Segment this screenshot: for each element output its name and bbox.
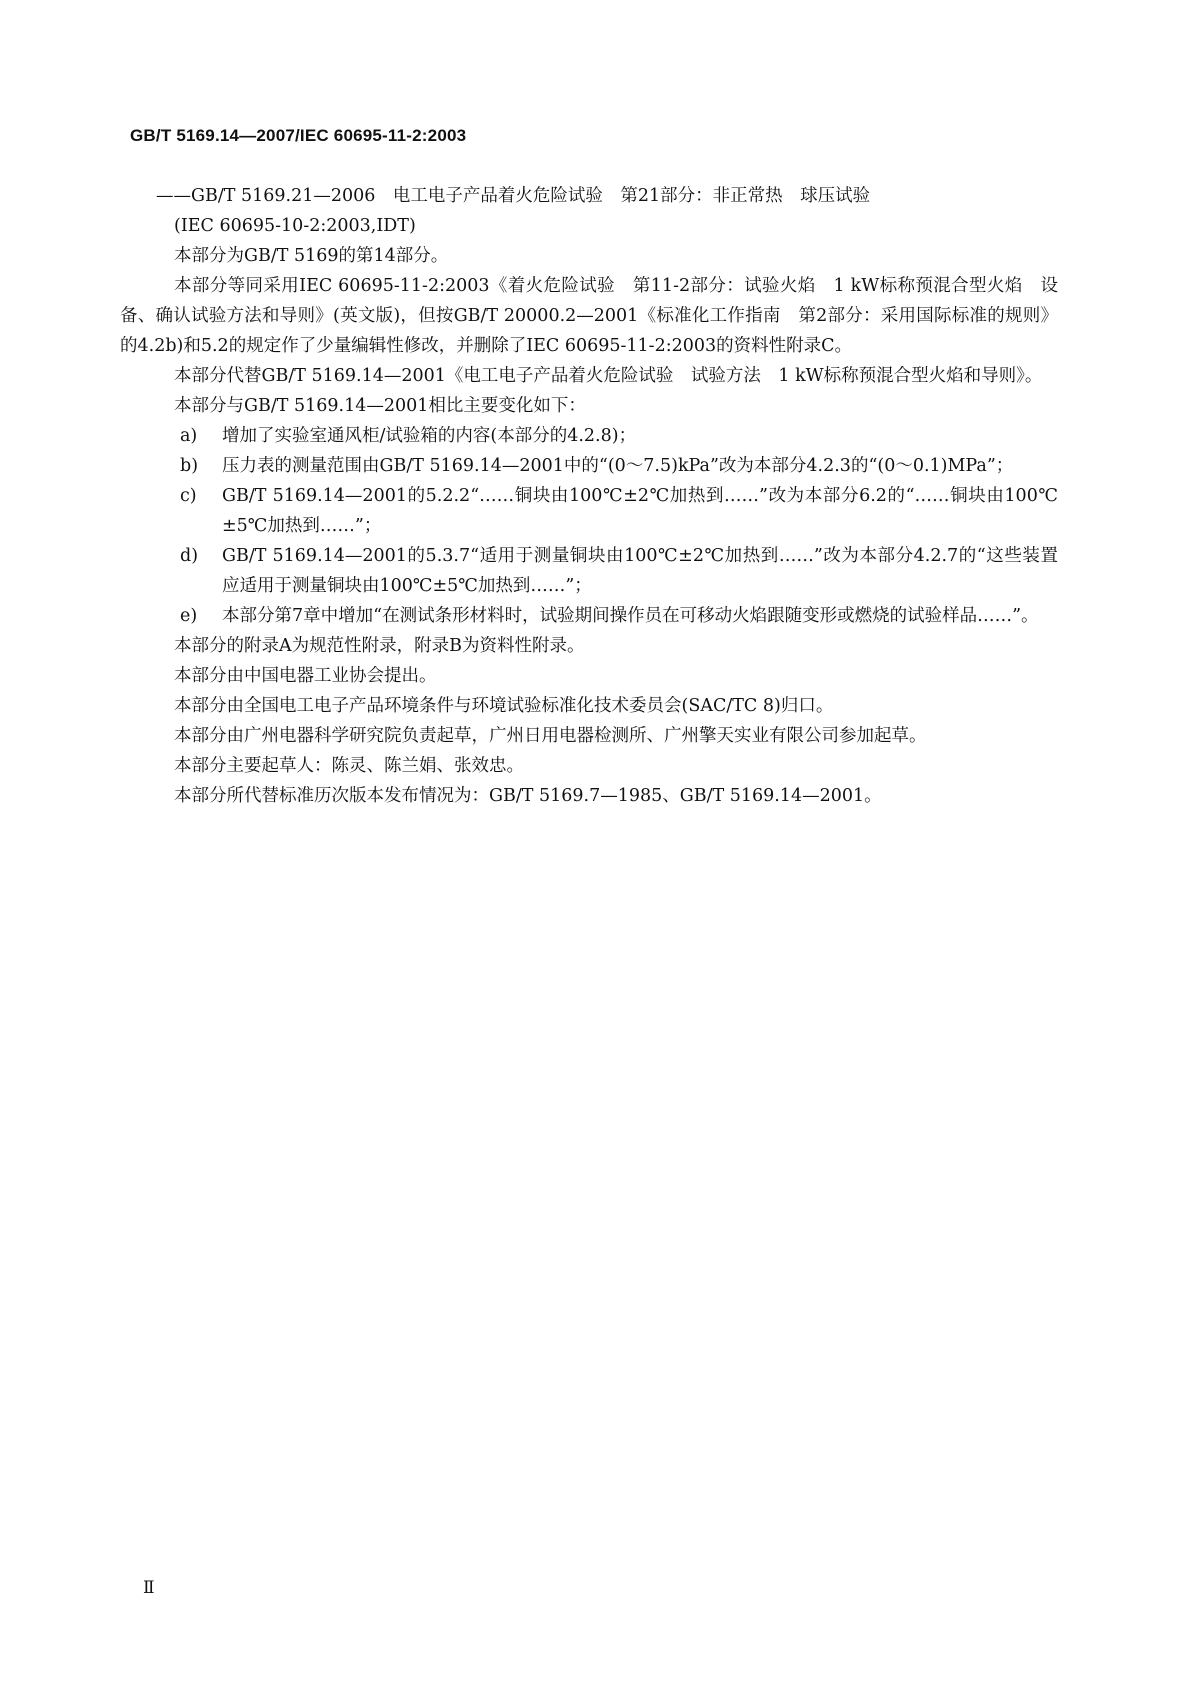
paragraph-replaces: 本部分代替GB/T 5169.14—2001《电工电子产品着火危险试验 试验方法 1 kW标称预混合型火焰和导则》。	[174, 366, 1043, 386]
paragraph-adoption: 本部分等同采用IEC 60695-11-2:2003《着火危险试验 第11-2部分：试验火焰 1 kW标称预混合型火焰 设备、确认试验方法和导则》(英文版)，但按GB/T 20000.2—2001《标准化工作指南 第2部分：采用国际标准的规则》的4.2b)和5.2的规定作了少量编辑性修改，并删除了IEC 60695-11-2:2003的资料性附录C。	[120, 276, 1058, 356]
change-item-text: 压力表的测量范围由GB/T 5169.14—2001中的“(0～7.5)kPa”改为本部分4.2.3的“(0～0.1)MPa”；	[222, 456, 1014, 476]
normative-reference-entry	[120, 181, 1058, 241]
paragraph-annexes: 本部分的附录A为规范性附录，附录B为资料性附录。	[174, 636, 585, 656]
change-item-text: 本部分第7章中增加“在测试条形材料时，试验期间操作员在可移动火焰跟随变形或燃烧的试验样品……”。	[222, 606, 1039, 626]
change-item	[120, 601, 1058, 631]
change-item-marker: a)	[180, 426, 198, 446]
change-item-text: GB/T 5169.14—2001的5.2.2“……铜块由100℃±2℃加热到……”改为本部分6.2的“……铜块由100℃±5℃加热到……”；	[222, 486, 1058, 536]
document-header: GB/T 5169.14—2007/IEC 60695-11-2:2003	[130, 126, 467, 145]
paragraph-changes-intro: 本部分与GB/T 5169.14—2001相比主要变化如下：	[174, 396, 586, 416]
paragraph-drafting-units: 本部分由广州电器科学研究院负责起草，广州日用电器检测所、广州擎天实业有限公司参加起草。	[174, 726, 927, 746]
paragraph-previous-editions: 本部分所代替标准历次版本发布情况为：GB/T 5169.7—1985、GB/T 5169.14—2001。	[174, 786, 882, 806]
change-item-marker: b)	[180, 456, 199, 476]
change-item	[120, 481, 1058, 541]
paragraph-drafters: 本部分主要起草人：陈灵、陈兰娟、张效忠。	[174, 756, 524, 776]
foreword-body	[120, 181, 1058, 811]
change-item-marker: d)	[180, 546, 199, 566]
paragraph-part-number: 本部分为GB/T 5169的第14部分。	[174, 246, 449, 266]
change-item	[120, 541, 1058, 601]
page-number: Ⅱ	[143, 1578, 155, 1598]
paragraph-administered-by: 本部分由全国电工电子产品环境条件与环境试验标准化技术委员会(SAC/TC 8)归口。	[174, 696, 834, 716]
reference-line-1: ——GB/T 5169.21—2006 电工电子产品着火危险试验 第21部分：非正常热 球压试验	[156, 186, 871, 206]
reference-line-2: (IEC 60695-10-2:2003,IDT)	[174, 216, 416, 236]
change-item-text: GB/T 5169.14—2001的5.3.7“适用于测量铜块由100℃±2℃加热到……”改为本部分4.2.7的“这些装置应适用于测量铜块由100℃±5℃加热到……”；	[222, 546, 1058, 596]
change-item	[120, 451, 1058, 481]
change-item	[120, 421, 1058, 451]
change-item-marker: c)	[180, 486, 197, 506]
change-item-marker: e)	[180, 606, 198, 626]
change-item-text: 增加了实验室通风柜/试验箱的内容(本部分的4.2.8)；	[222, 426, 637, 446]
paragraph-proposed-by: 本部分由中国电器工业协会提出。	[174, 666, 437, 686]
